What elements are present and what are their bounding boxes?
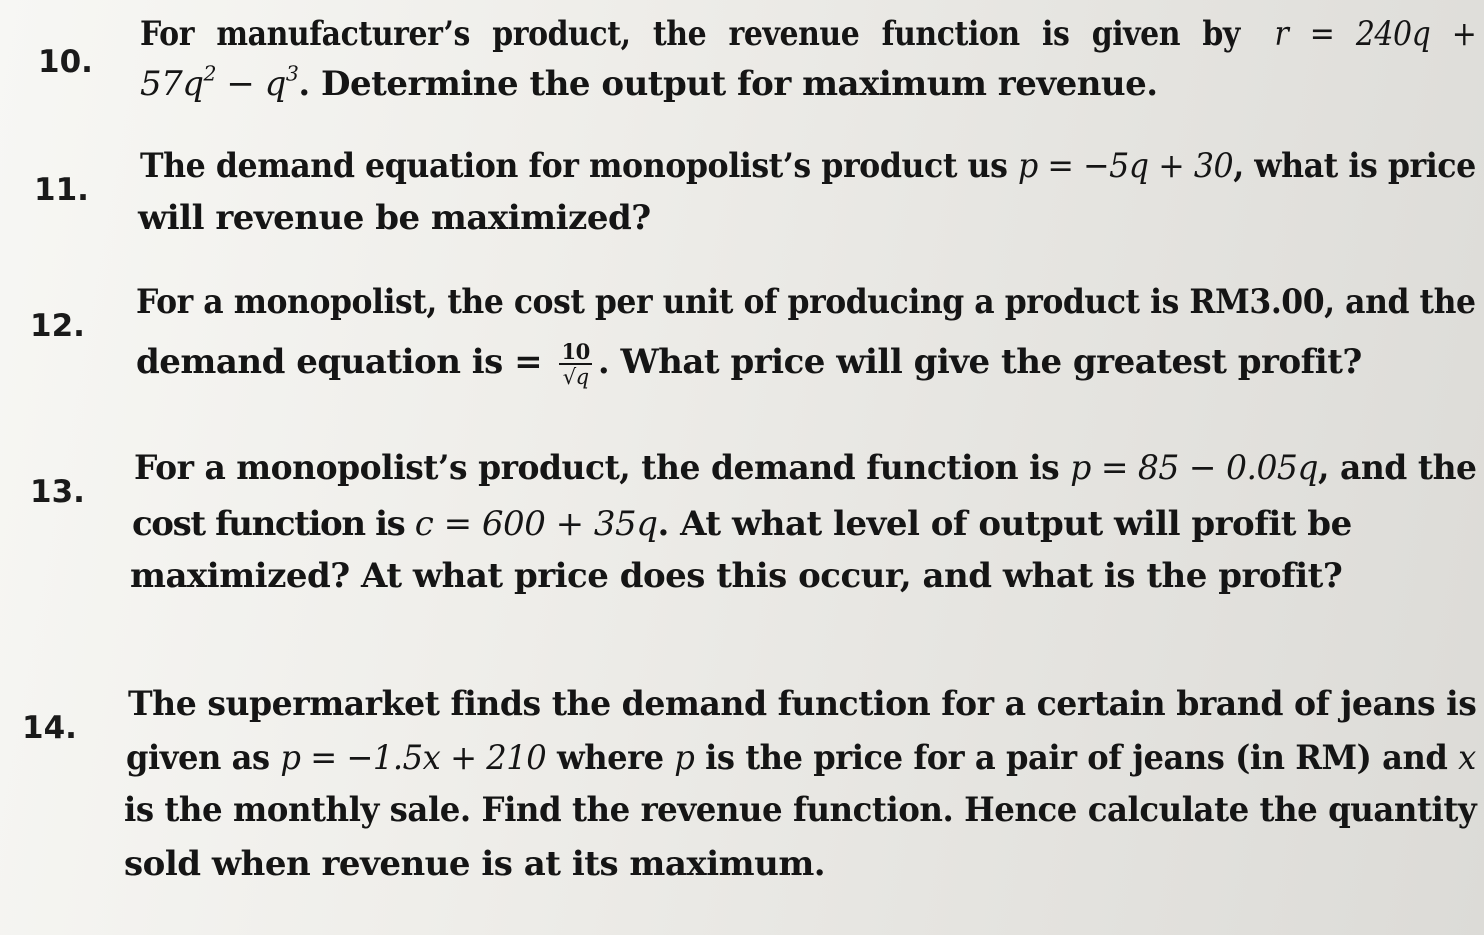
question-line	[126, 738, 1476, 778]
question-line	[140, 14, 1476, 54]
question-line: will revenue be maximized?	[138, 198, 651, 238]
question-text: . Determine the output for maximum revenue.	[298, 64, 1158, 104]
question-text: given as	[126, 738, 281, 778]
question-text: For manufacturer’s product, the revenue function is given by	[140, 14, 1240, 54]
question-number: 11.	[34, 172, 89, 208]
question-line: is the monthly sale. Find the revenue function. Hence calculate the quantity	[124, 790, 1477, 830]
question-line: For a monopolist, the cost per unit of producing a product is RM3.00, and the	[136, 282, 1476, 322]
question-text: For a monopolist’s product, the demand function is	[134, 448, 1071, 488]
math-expression: r = 240q +	[1274, 14, 1477, 54]
question-line	[134, 448, 1477, 488]
math-expression: p = −5q + 30	[1018, 146, 1234, 186]
math-expression: $57q^2 - q^3$	[140, 61, 299, 104]
question-line: The supermarket finds the demand function for a certain brand of jeans is	[128, 684, 1477, 724]
question-number: 13.	[30, 474, 85, 510]
question-number: 10.	[38, 44, 93, 80]
question-text: . What price will give the greatest profit?	[597, 342, 1362, 383]
question-text: cost function is	[132, 504, 415, 544]
math-expression: x	[1458, 738, 1476, 778]
question-line: maximized? At what price does this occur, and what is the profit?	[130, 556, 1343, 596]
question-text: where	[546, 738, 675, 778]
math-expression: p = 85 − 0.05q	[1070, 448, 1318, 488]
question-number: 14.	[22, 710, 77, 746]
question-text: demand equation is =	[136, 342, 554, 383]
math-expression: p	[674, 738, 695, 778]
question-line: sold when revenue is at its maximum.	[124, 844, 826, 884]
question-line	[140, 61, 1158, 104]
question-text: , and the	[1317, 448, 1477, 488]
question-text: The demand equation for monopolist’s product us	[140, 146, 1019, 186]
question-line	[136, 340, 1362, 388]
question-number: 12.	[30, 308, 85, 344]
question-line	[140, 146, 1476, 186]
question-line	[132, 504, 1352, 544]
math-expression: c = 600 + 35q	[414, 504, 658, 544]
question-text: , what is price	[1233, 146, 1476, 186]
question-text: is the price for a pair of jeans (in RM) and	[694, 738, 1459, 778]
question-text: . At what level of output will profit be	[657, 504, 1352, 544]
fraction: $\frac{10}{√q}$	[561, 339, 590, 390]
math-expression: p = −1.5x + 210	[280, 738, 547, 778]
